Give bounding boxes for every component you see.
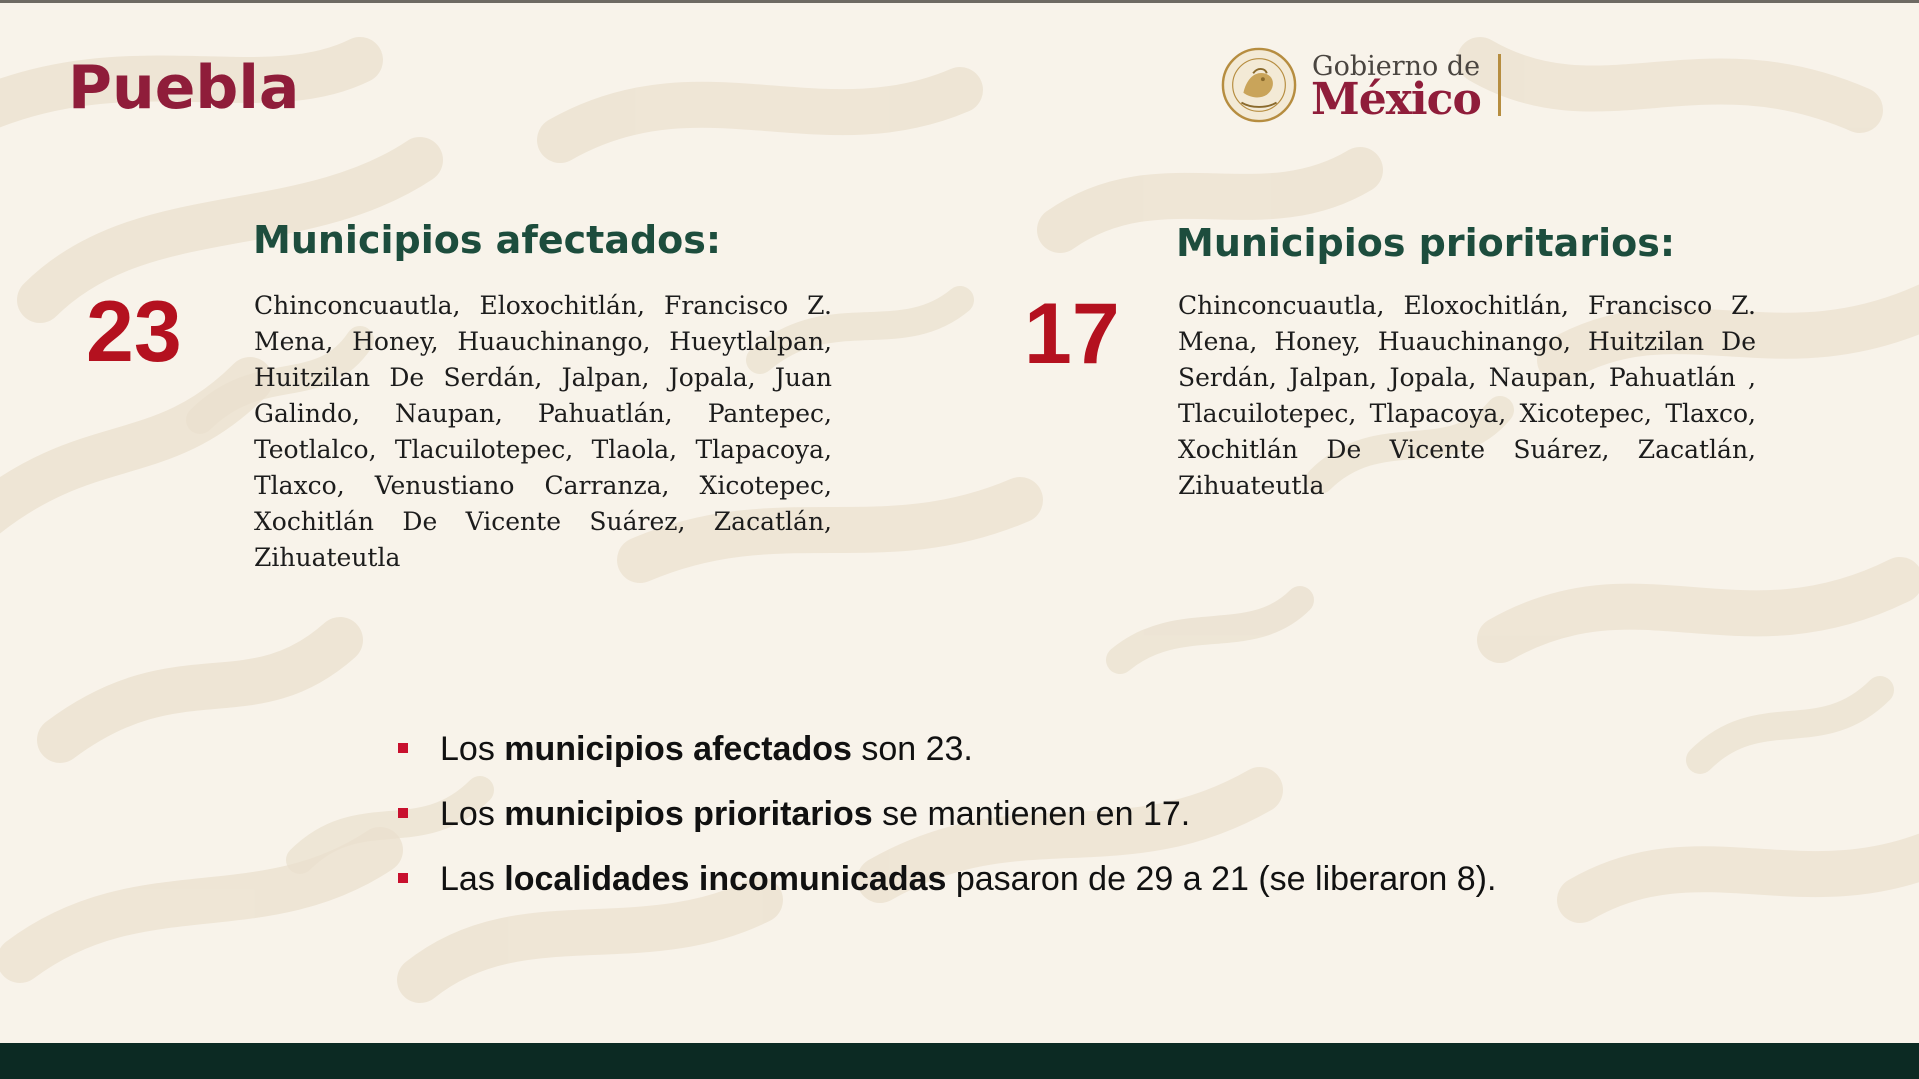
summary-bullet-list [392, 722, 1496, 917]
bullet-text-pre: Los [440, 795, 505, 833]
affected-municipalities-list: Chinconcuautla, Eloxochitlán, Francisco Z. Mena, Honey, Huauchinango, Hueytlalpan, Huitzilan De Serdán, Jalpan, Jopala, Juan Galindo, Naupan, Pahuatlán, Pantepec, Teotlalco, Tlacuilotepec, Tlaola, Tlapacoya, Tlaxco, Venustiano Carranza, Xicotepec, Xochitlán De Vicente Suárez, Zacatlán, Zihuateutla [254, 291, 832, 572]
bullet-text-pre: Los [440, 730, 505, 768]
summary-bullet [392, 722, 1496, 787]
summary-bullet [392, 787, 1496, 852]
bullet-text-post: se mantienen en 17. [872, 795, 1191, 833]
bullet-text-post: son 23. [851, 730, 973, 768]
bullet-text-bold: localidades incomunicadas [504, 860, 947, 898]
affected-heading: Municipios afectados: [253, 218, 722, 262]
bullet-text-post: pasaron de 29 a 21 (se liberaron 8). [946, 860, 1497, 898]
priority-heading: Municipios prioritarios: [1176, 221, 1676, 265]
bullet-text-bold: municipios afectados [504, 730, 852, 768]
priority-count: 17 [1024, 286, 1120, 382]
page-title: Puebla [68, 53, 300, 123]
gobierno-de-mexico-logo [1220, 44, 1510, 124]
logo-line-mexico: México [1311, 74, 1481, 125]
bullet-text-bold: municipios prioritarios [504, 795, 873, 833]
coat-of-arms-seal-icon [1220, 46, 1298, 124]
bullet-text-pre: Las [440, 860, 505, 898]
bullet-square-icon [398, 743, 408, 753]
affected-count: 23 [86, 284, 182, 380]
logo-divider [1498, 54, 1501, 116]
logo-line-gobierno-de: Gobierno de [1312, 51, 1481, 82]
priority-municipalities-list: Chinconcuautla, Eloxochitlán, Francisco Z. Mena, Honey, Huauchinango, Huitzilan De Serdán, Jalpan, Jopala, Naupan, Pahuatlán , Tlacuilotepec, Tlapacoya, Xicotepec, Tlaxco, Xochitlán De Vicente Suárez, Zacatlán, Zihuateutla [1178, 291, 1756, 500]
top-border [0, 0, 1919, 3]
bullet-square-icon [398, 873, 408, 883]
summary-bullet [392, 852, 1496, 917]
footer-bar [0, 1043, 1919, 1079]
bullet-square-icon [398, 808, 408, 818]
